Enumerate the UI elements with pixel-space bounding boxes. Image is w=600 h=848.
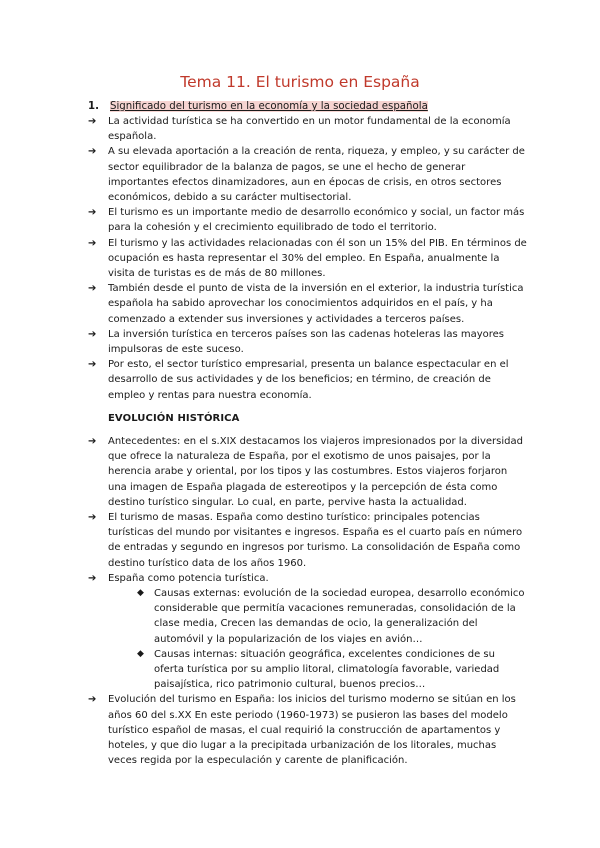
arrow-right-icon: ➔ <box>88 328 97 340</box>
arrow-right-icon: ➔ <box>88 436 97 447</box>
list-item: ➔ Por esto, el sector turístico empresarial, presenta un balance espectacular en el desarrollo de sus actividades y de los beneficios; en término, de creación de empleo y rentas para nuestra economía. <box>88 359 509 401</box>
diamond-icon: ◆ <box>137 588 144 599</box>
section-heading <box>88 99 428 114</box>
list-item: ➔ A su elevada aportación a la creación de renta, riqueza, y empleo, y su carácter de sector equilibrador de la balanza de pagos, se une el hecho de generar importantes efectos dinamizadores, aun en épocas de crisis, en otros sectores económicos, debido a su carácter multisectorial. <box>88 146 525 204</box>
section-number: 1. <box>88 101 99 112</box>
list-item: ➔ Antecedentes: en el s.XIX destacamos los viajeros impresionados por la diversidad que ofrece la naturaleza de España, por el exotismo de unos paisajes, por la herencia arabe y oriental, por los tipos y las costumbres. Estos viajeros forjaron una imagen de España plagada de estereotipos y la percepción de ésta como destino turístico singular. Lo cual, en parte, pervive hasta la actualidad. <box>88 436 523 508</box>
section-heading-evolucion: EVOLUCIÓN HISTÓRICA <box>108 413 240 424</box>
list-item: ➔ España como potencia turística. ◆ Causas externas: evolución de la sociedad europea, desarrollo económico considerable que permitía vacaciones remuneradas, consolidación de la clase media, Crecen las demandas de ocio, la generalización del automóvil y la popularización de los viajes en avión… ◆ Causas internas: situación geográfica, excelentes condiciones de su oferta turística por su amplio litoral, climatología favorable, variedad paisajística, rico patrimonio cultural, buenos precios… <box>88 571 528 693</box>
arrow-right-icon: ➔ <box>88 116 97 127</box>
arrow-right-icon: ➔ <box>88 572 97 584</box>
section-title: Significado del turismo en la economía y la sociedad española <box>110 101 428 112</box>
intro-list <box>88 114 528 403</box>
arrow-right-icon: ➔ <box>88 207 97 219</box>
arrow-right-icon: ➔ <box>88 359 97 371</box>
sub-list-item: ◆ Causas externas: evolución de la sociedad europea, desarrollo económico considerable que permitía vacaciones remuneradas, consolidación de la clase media, Crecen las demandas de ocio, la generalización del automóvil y la popularización de los viajes en avión… <box>137 588 525 645</box>
arrow-right-icon: ➔ <box>88 694 97 706</box>
diamond-icon: ◆ <box>137 648 144 659</box>
sub-list-item: ◆ Causas internas: situación geográfica, excelentes condiciones de su oferta turística por su amplio litoral, climatología favorable, variedad paisajística, rico patrimonio cultural, buenos precios… <box>137 648 500 691</box>
list-item: ➔ La actividad turística se ha convertido en un motor fundamental de la economía española. <box>88 116 511 143</box>
list-item: ➔ El turismo es un importante medio de desarrollo económico y social, un factor más para la cohesión y el crecimiento equilibrado de todo el territorio. <box>88 207 525 234</box>
list-item: ➔ También desde el punto de vista de la inversión en el exterior, la industria turística española ha sabido aprovechar los conocimientos adquiridos en el país, y ha comenzado a extender sus inversiones y actividades a terceros países. <box>88 283 524 325</box>
arrow-right-icon: ➔ <box>88 512 97 524</box>
list-item: ➔ El turismo y las actividades relacionadas con él son un 15% del PIB. En términos de ocupación es hasta representar el 30% del empleo. En España, anualmente la visita de turistas es de más de 80 millones. <box>88 237 527 280</box>
arrow-right-icon: ➔ <box>88 237 97 249</box>
history-list <box>88 434 528 768</box>
sub-list <box>108 586 528 692</box>
arrow-right-icon: ➔ <box>88 283 97 295</box>
page-title: Tema 11. El turismo en España <box>180 73 420 91</box>
arrow-right-icon: ➔ <box>88 146 97 158</box>
list-item: ➔ El turismo de masas. España como destino turístico: principales potencias turísticas del mundo por visitantes e ingresos. España es el cuarto país en número de entradas y segundo en ingresos por turismo. La consolidación de España como destino turístico data de los años 1960. <box>88 512 523 569</box>
list-item: ➔ La inversión turística en terceros países son las cadenas hoteleras las mayores impulsoras de este suceso. <box>88 328 505 356</box>
list-item: ➔ Evolución del turismo en España: los inicios del turismo moderno se sitúan en los años 60 del s.XX En este periodo (1960-1973) se pusieron las bases del modelo turístico español de masas, el cual requirió la construcción de apartamentos y hoteles, y que dio lugar a la precipitada urbanización de los litorales, muchas veces regida por la especulación y carente de planificación. <box>88 694 516 767</box>
